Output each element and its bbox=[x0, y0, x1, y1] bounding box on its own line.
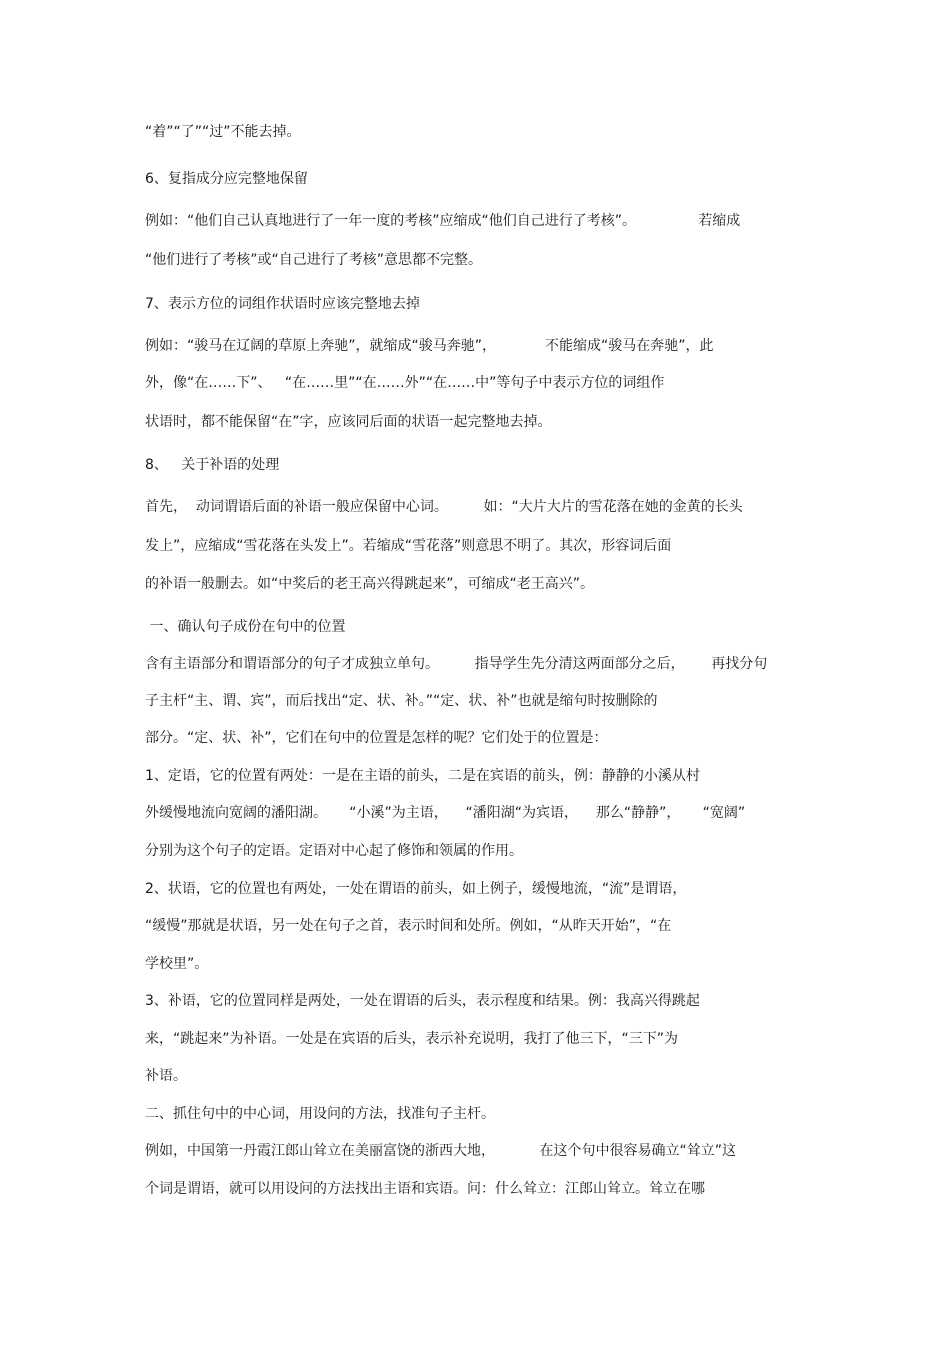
text-line: “着”“了”“过”不能去掉。 bbox=[145, 124, 301, 140]
section-heading: 一、确认句子成份在句中的位置 bbox=[145, 619, 346, 635]
text-line: 例如：“他们自己认真地进行了一年一度的考核”应缩成“他们自己进行了考核”。 若缩成 bbox=[145, 213, 741, 229]
text-line: 个词是谓语，就可以用设问的方法找出主语和宾语。问：什么耸立：江郎山耸立。耸立在哪 bbox=[145, 1181, 705, 1197]
section-heading: 7、表示方位的词组作状语时应该完整地去掉 bbox=[145, 296, 420, 312]
text-line: “缓慢”那就是状语，另一处在句子之首，表示时间和处所。例如，“从昨天开始”，“在 bbox=[145, 918, 672, 934]
text-line: 状语时，都不能保留“在”字，应该同后面的状语一起完整地去掉。 bbox=[145, 414, 552, 430]
text-line: 含有主语部分和谓语部分的句子才成独立单句。 指导学生先分清这两面部分之后， 再找分句 bbox=[145, 656, 768, 672]
text-line: 1、定语，它的位置有两处：一是在主语的前头，二是在宾语的前头，例：静静的小溪从村 bbox=[145, 768, 700, 784]
text-line: 例如，中国第一丹霞江郎山耸立在美丽富饶的浙西大地， 在这个句中很容易确立“耸立”这 bbox=[145, 1143, 737, 1159]
text-line: 例如：“骏马在辽阔的草原上奔驰”，就缩成“骏马奔驰”， 不能缩成“骏马在奔驰”，此 bbox=[145, 338, 714, 354]
text-line: “他们进行了考核”或“自己进行了考核”意思都不完整。 bbox=[145, 252, 483, 268]
text-line: 来，“跳起来”为补语。一处是在宾语的后头，表示补充说明，我打了他三下，“三下”为 bbox=[145, 1031, 679, 1047]
text-line: 首先， 动词谓语后面的补语一般应保留中心词。 如：“大片大片的雪花落在她的金黄的长头 bbox=[145, 499, 743, 515]
text-line: 学校里”。 bbox=[145, 956, 209, 972]
text-line: 外，像“在……下”、 “在……里”“在……外”“在……中”等句子中表示方位的词组作 bbox=[145, 375, 665, 391]
text-line: 分别为这个句子的定语。定语对中心起了修饰和领属的作用。 bbox=[145, 843, 523, 859]
text-line: 3、补语，它的位置同样是两处，一处在谓语的后头，表示程度和结果。例：我高兴得跳起 bbox=[145, 993, 700, 1009]
text-line: 2、状语，它的位置也有两处，一处在谓语的前头，如上例子，缓慢地流，“流”是谓语， bbox=[145, 881, 687, 897]
section-heading: 二、抓住句中的中心词，用设问的方法，找准句子主杆。 bbox=[145, 1106, 495, 1122]
text-line: 补语。 bbox=[145, 1068, 187, 1084]
text-line: 部分。“定、状、补”，它们在句中的位置是怎样的呢？它们处于的位置是： bbox=[145, 730, 608, 746]
text-line: 外缓慢地流向宽阔的潘阳湖。 “小溪”为主语， “潘阳湖“为宾语， 那么“静静”， “宽阔” bbox=[145, 805, 746, 821]
text-line: 子主杆“主、谓、宾”，而后找出“定、状、补。”“定、状、补”也就是缩句时按删除的 bbox=[145, 693, 658, 709]
section-heading: 8、 关于补语的处理 bbox=[145, 457, 280, 473]
text-line: 发上”，应缩成“雪花落在头发上”。若缩成“雪花落”则意思不明了。其次，形容词后面 bbox=[145, 538, 672, 554]
text-line: 的补语一般删去。如“中奖后的老王高兴得跳起来”，可缩成“老王高兴”。 bbox=[145, 576, 595, 592]
section-heading: 6、复指成分应完整地保留 bbox=[145, 171, 308, 187]
